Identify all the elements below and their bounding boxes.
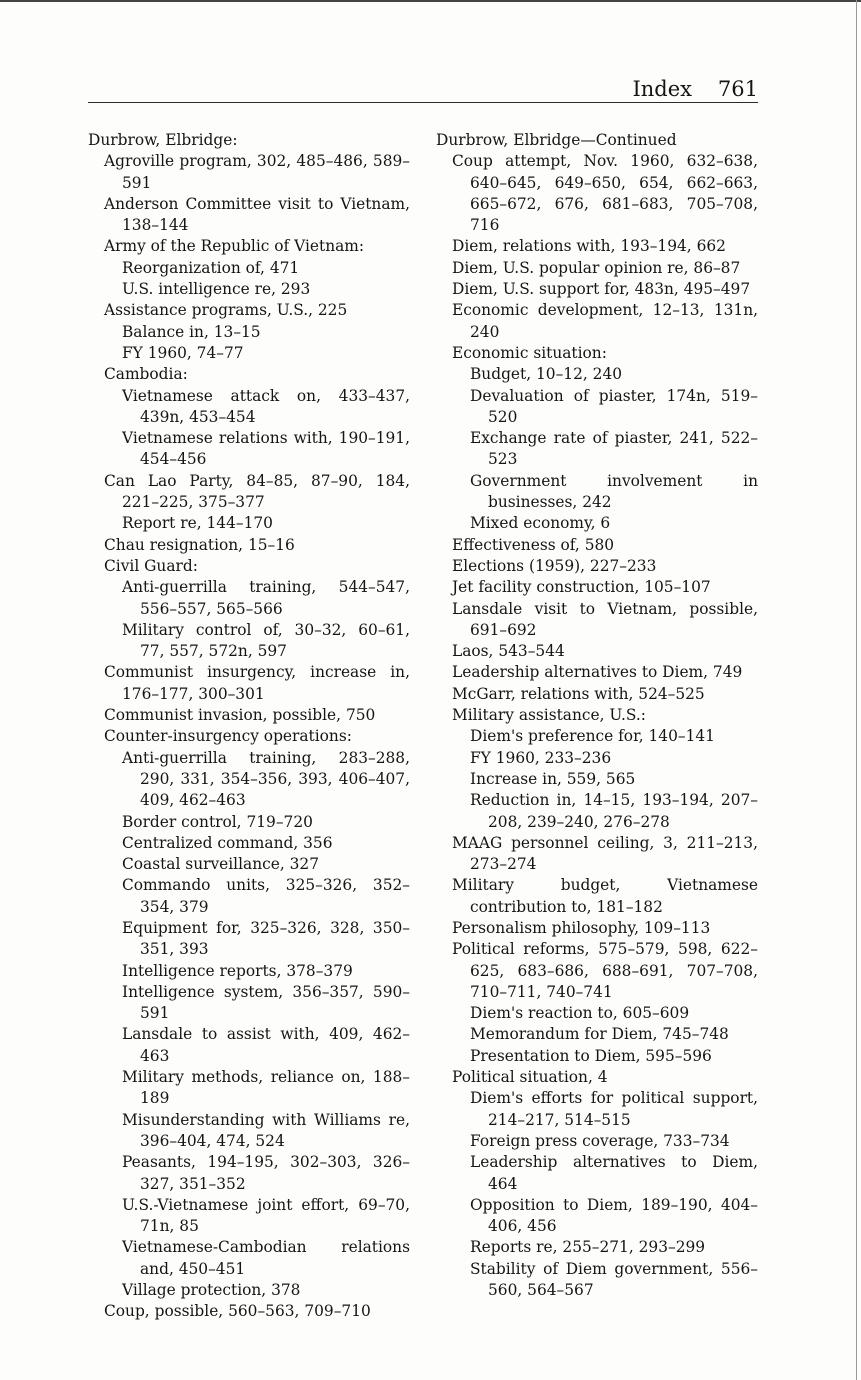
header-rule — [88, 102, 758, 103]
index-entry: Military assistance, U.S.: — [452, 706, 646, 725]
index-entry: Anti-guerrilla training, 544–547, 556–557, 565–566 — [122, 578, 410, 618]
running-title: Index — [632, 77, 692, 101]
index-entry: Reduction in, 14–15, 193–194, 207–208, 239–240, 276–278 — [470, 791, 758, 831]
page-number: 761 — [717, 77, 758, 101]
index-entry: Durbrow, Elbridge: — [88, 131, 238, 149]
index-entry: MAAG personnel ceiling, 3, 211–213, 273–274 — [452, 833, 758, 874]
index-entry: Reports re, 255–271, 293–299 — [470, 1238, 706, 1257]
index-entry: Assistance programs, U.S., 225 — [104, 301, 348, 320]
index-entry: Balance in, 13–15 — [122, 322, 261, 341]
index-entry: Leadership alternatives to Diem, 749 — [452, 663, 743, 682]
index-entry: Presentation to Diem, 595–596 — [470, 1046, 712, 1065]
index-entry: Devaluation of piaster, 174n, 519–520 — [470, 386, 758, 426]
index-entry: Lansdale visit to Vietnam, possible, 691–692 — [452, 599, 758, 639]
index-entry: FY 1960, 74–77 — [122, 343, 244, 362]
index-entry: Diem's reaction to, 605–609 — [470, 1004, 690, 1023]
index-entry: Can Lao Party, 84–85, 87–90, 184, 221–225, 375–377 — [104, 471, 410, 512]
index-entry: Vietnamese relations with, 190–191, 454–456 — [122, 429, 410, 469]
index-entry: Intelligence reports, 378–379 — [122, 961, 353, 980]
index-entry: Report re, 144–170 — [122, 514, 273, 533]
running-header — [88, 76, 758, 102]
index-entry: Political situation, 4 — [452, 1068, 608, 1087]
index-entry: Diem's efforts for political support, 214–217, 514–515 — [470, 1089, 758, 1129]
top-edge-rule — [0, 0, 861, 2]
index-entry: Cambodia: — [104, 365, 188, 384]
index-entry: Commando units, 325–326, 352–354, 379 — [122, 876, 410, 916]
index-entry: Mixed economy, 6 — [470, 514, 611, 533]
index-entry: U.S.-Vietnamese joint effort, 69–70, 71n, 85 — [122, 1195, 410, 1236]
index-entry: Counter-insurgency operations: — [104, 727, 352, 746]
index-entry: Exchange rate of piaster, 241, 522–523 — [470, 429, 758, 469]
index-entry: Misunderstanding with Williams re, 396–404, 474, 524 — [122, 1110, 410, 1150]
index-entry: Vietnamese-Cambodian relations and, 450–451 — [122, 1238, 410, 1278]
index-entry: Elections (1959), 227–233 — [452, 556, 657, 575]
index-entry: Opposition to Diem, 189–190, 404–406, 456 — [470, 1195, 758, 1236]
index-entry: Peasants, 194–195, 302–303, 326–327, 351–352 — [122, 1153, 410, 1193]
index-entry: Memorandum for Diem, 745–748 — [470, 1025, 729, 1044]
index-entry: Agroville program, 302, 485–486, 589–591 — [104, 152, 410, 192]
index-entry: Coastal surveillance, 327 — [122, 855, 320, 874]
index-entry: Coup, possible, 560–563, 709–710 — [104, 1302, 371, 1321]
index-entry: Equipment for, 325–326, 328, 350–351, 393 — [122, 918, 410, 959]
index-entry: Diem's preference for, 140–141 — [470, 727, 715, 746]
index-entry: Anti-guerrilla training, 283–288, 290, 331, 354–356, 393, 406–407, 409, 462–463 — [122, 748, 410, 810]
index-entry: Vietnamese attack on, 433–437, 439n, 453–454 — [122, 386, 410, 426]
index-entry: Military control of, 30–32, 60–61, 77, 557, 572n, 597 — [122, 620, 410, 661]
index-entry: Communist insurgency, increase in, 176–177, 300–301 — [104, 663, 410, 703]
index-entry: Budget, 10–12, 240 — [470, 365, 623, 384]
index-entry: Military budget, Vietnamese contribution to, 181–182 — [452, 876, 758, 916]
index-entry: Intelligence system, 356–357, 590–591 — [122, 982, 410, 1023]
index-entry: Durbrow, Elbridge—Continued — [436, 131, 677, 149]
index-entry: Chau resignation, 15–16 — [104, 535, 295, 554]
index-entry: Diem, relations with, 193–194, 662 — [452, 237, 726, 256]
index-entry: Border control, 719–720 — [122, 812, 313, 831]
index-entry: U.S. intelligence re, 293 — [122, 280, 311, 299]
index-entry: Diem, U.S. popular opinion re, 86–87 — [452, 258, 741, 277]
index-entry: Army of the Republic of Vietnam: — [104, 237, 365, 256]
index-entry: Lansdale to assist with, 409, 462–463 — [122, 1025, 410, 1065]
index-entry: Government involvement in businesses, 242 — [470, 471, 758, 512]
index-entry: Laos, 543–544 — [452, 642, 565, 661]
index-column-right — [436, 130, 758, 1301]
index-entry: Economic situation: — [452, 343, 607, 362]
index-entry: Stability of Diem government, 556–560, 564–567 — [470, 1259, 758, 1300]
index-entry: Anderson Committee visit to Vietnam, 138–144 — [104, 194, 410, 235]
index-entry: McGarr, relations with, 524–525 — [452, 684, 705, 703]
page-edge-line — [856, 0, 857, 1380]
index-entry: Foreign press coverage, 733–734 — [470, 1131, 730, 1150]
index-entry: Military methods, reliance on, 188–189 — [122, 1068, 410, 1108]
index-entry: Increase in, 559, 565 — [470, 769, 636, 788]
index-entry: Civil Guard: — [104, 556, 198, 575]
index-entry: Village protection, 378 — [122, 1281, 301, 1300]
index-entry: Personalism philosophy, 109–113 — [452, 918, 711, 937]
index-entry: Economic development, 12–13, 131n, 240 — [452, 301, 758, 341]
index-entry: Reorganization of, 471 — [122, 258, 300, 277]
index-entry: Coup attempt, Nov. 1960, 632–638, 640–645, 649–650, 654, 662–663, 665–672, 676, 681–683, 705–708, 716 — [452, 152, 758, 235]
index-entry: Leadership alternatives to Diem, 464 — [470, 1153, 758, 1193]
index-entry: Centralized command, 356 — [122, 833, 333, 852]
index-entry: Jet facility construction, 105–107 — [452, 578, 711, 597]
index-entry: Diem, U.S. support for, 483n, 495–497 — [452, 280, 751, 299]
index-entry: FY 1960, 233–236 — [470, 748, 612, 767]
index-entry: Effectiveness of, 580 — [452, 535, 615, 554]
index-entry: Communist invasion, possible, 750 — [104, 706, 376, 725]
index-entry: Political reforms, 575–579, 598, 622–625, 683–686, 688–691, 707–708, 710–711, 740–741 — [452, 940, 758, 1001]
index-column-left — [88, 130, 410, 1323]
